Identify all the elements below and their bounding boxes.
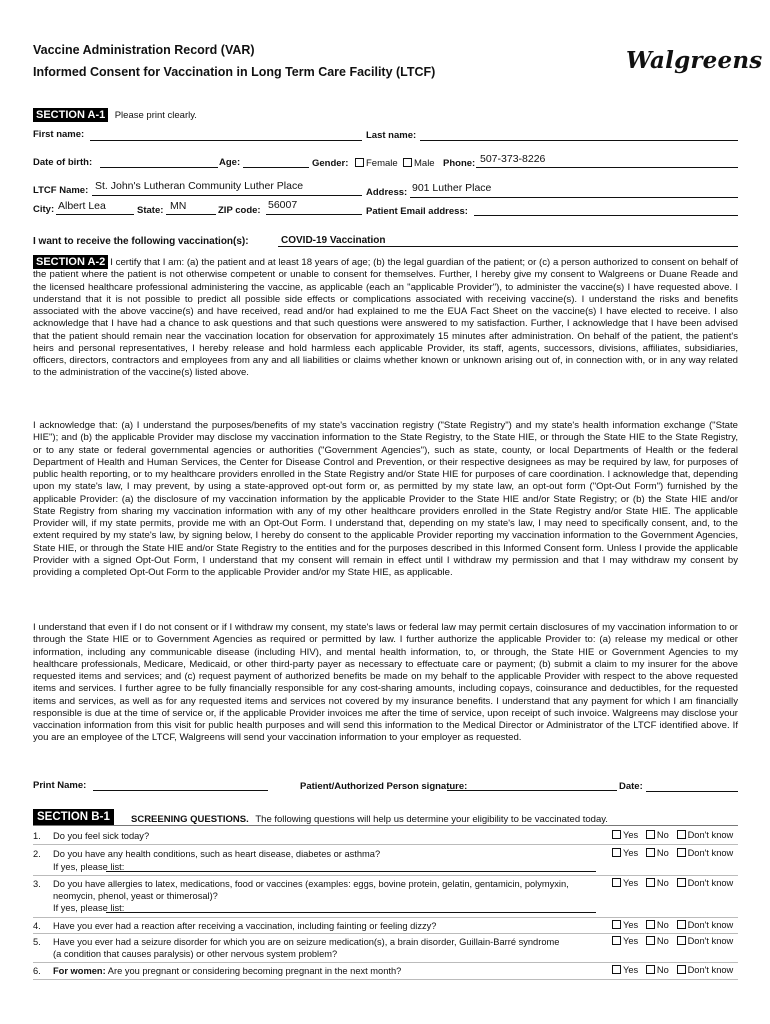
address-label: Address: bbox=[366, 187, 408, 198]
phone-field[interactable] bbox=[476, 167, 738, 168]
zip-field[interactable] bbox=[266, 214, 362, 215]
divider bbox=[33, 825, 738, 826]
document-subtitle: Informed Consent for Vaccination in Long Term Care Facility (LTCF) bbox=[33, 65, 436, 79]
city-label: City: bbox=[33, 204, 55, 215]
divider bbox=[33, 917, 738, 918]
screening-question-3: 3. Do you have allergies to latex, medications, food or vaccines (examples: eggs, bovine protein, gelatin, gentamicin, polymyxin, bbox=[33, 879, 569, 889]
q3-list-field[interactable] bbox=[106, 912, 596, 913]
state-field[interactable] bbox=[166, 214, 216, 215]
section-a1-header bbox=[33, 105, 197, 123]
zip-value: 56007 bbox=[268, 199, 298, 211]
q3-options bbox=[612, 878, 733, 888]
section-a2-p1-text: I certify that I am: (a) the patient and at least 18 years of age; (b) the legal guardian of the patient; or (c) a person authorized to consent on behalf of the patient where the patient is not otherwise competent or unable to consent for themselves. Further, I hereby give my consent to Walgreens or Duane Reade and the licensed healthcare professional administering the vaccine, as applicable (each an "applicable Provider"), to administer the vaccine(s) I have requested above. I understand that it is not possible to predict all possible side effects or complications associated with receiving vaccine(s). I understand the risks and benefits associated with the above vaccine(s) and have received, read and/or had explained to me the EUA Fact Sheet on the vaccine(s) I have elected to receive. I also acknowledge that I have had a chance to ask questions and that such questions were answered to my satisfaction. Further, I acknowledge that I have been advised that the patient should remain near the vaccination location for observation for approximately 15 minutes after administration. On behalf of the patient, the patient's heirs and personal representatives, I hereby release and hold harmless each applicable Provider, its staff, agents, successors, divisions, affiliates, subsidiaries, officers, directors, contractors and employees from any and all liabilities or claims whether known or unknown arising out of, in connection with, or in any way related to the administration of the vaccine(s) listed above. bbox=[33, 257, 738, 379]
section-a1-label: SECTION A-1 bbox=[33, 108, 108, 122]
walgreens-logo: Walgreens bbox=[626, 47, 763, 74]
section-a2-paragraph-3: I understand that even if I do not consent or if I withdraw my consent, my state's laws or federal law may permit certain disclosures of my vaccination information to or through the State HIE or to Government Agencies as required or permitted by law. I further authorize the applicable Provider to: (a) release my medical or other information, including any communicable disease (including HIV), and mental health information, to, or through, the State HIE or Government Agencies to my healthcare professionals, Medicare, Medicaid, or other third-party payer as necessary to effectuate care or payment; (b) submit a claim to my insurer for the above requested items and services; and (c) request payment of authorized benefits be made on my behalf to the applicable Provider with respect to the above requested items and services. I further agree to be fully financially responsible for any cost-sharing amounts, including copays, coinsurance and deductibles, for the requested items and services, as well as for any requested items and services not covered by my insurance benefits. I understand that any payment for which I am financially responsible is due at the time of service or, if the applicable Provider invoices me after the time of service, upon receipt of such invoice. Walgreens may disclose your vaccination information from this visit for public health purposes and will send this information to the Medical Director or Administrator of the LTCF identified above. If you are an employee of the LTCF, Walgreens will send your vaccination information to your employer as requested. bbox=[33, 622, 738, 744]
q1-options bbox=[612, 830, 733, 840]
female-checkbox[interactable] bbox=[355, 158, 364, 167]
q5-dont-know[interactable]: Don't know bbox=[677, 936, 734, 946]
phone-value: 507-373-8226 bbox=[480, 153, 546, 165]
q4-no[interactable]: No bbox=[646, 920, 669, 930]
date-label: Date: bbox=[619, 781, 643, 792]
q2-dont-know[interactable]: Don't know bbox=[677, 848, 734, 858]
q5-yes[interactable]: Yes bbox=[612, 936, 638, 946]
q5-no[interactable]: No bbox=[646, 936, 669, 946]
gender-female-option[interactable] bbox=[355, 158, 398, 169]
dob-label: Date of birth: bbox=[33, 157, 93, 168]
gender-male-option[interactable] bbox=[403, 158, 435, 169]
q3-no[interactable]: No bbox=[646, 878, 669, 888]
ltcf-name-value: St. John's Lutheran Community Luther Place bbox=[95, 180, 304, 192]
section-a2-paragraph-2: I acknowledge that: (a) I understand the purposes/benefits of my state's vaccination registry ("State Registry") and my state's health information exchange ("State HIE"); and (b) the applicable Provider may disclose my vaccination information to the State Registry, to the State HIE, or through the State HIE to the State Registry, or to any state or federal governmental agencies or authorities ("Government Agencies"), such as state, county, or local Departments of Health or the federal Department of Health and Human Services, the Center for Disease Control and Prevention, or their respective designees as may be required by law, for purposes of public health reporting, or to my healthcare providers enrolled in the State Registry and/or State HIE for purposes of care coordination. I acknowledge that, depending upon my state's law, I may prevent, by using a state-approved opt-out form or, as permitted by my state law, an opt-out form ("Opt-Out Form") furnished by the applicable Provider: (a) the disclosure of my vaccination information by the applicable Provider to the State HIE and/or State Registry; or (b) the State HIE and/or State Registry from sharing my vaccination information with any of my other healthcare providers enrolled in the State Registry and/or State HIE. The applicable Provider will, if my state permits, provide me with an Opt-Out Form. I understand that, depending on my state's law, I may need to specifically consent, and, to the extent required by my state's law, by signing below, I hereby do consent to the applicable Provider reporting my vaccination information to the Government Agencies, State HIE, or through the State HIE and/or State Registry to the entities and for the purposes described in this Informed Consent form. Unless I provide the applicable Provider with a signed Opt-Out Form, I understand that my consent will remain in effect until I withdraw my permission and that I may withdraw my consent by providing a completed Opt-Out Form to the applicable Provider and/or my State HIE, as applicable. bbox=[33, 420, 738, 578]
phone-label: Phone: bbox=[443, 158, 476, 169]
q1-yes[interactable]: Yes bbox=[612, 830, 638, 840]
ltcf-name-field[interactable] bbox=[92, 195, 362, 196]
vaccination-value: COVID-19 Vaccination bbox=[281, 235, 386, 246]
age-label: Age: bbox=[219, 157, 241, 168]
age-field[interactable] bbox=[243, 167, 309, 168]
email-field[interactable] bbox=[474, 215, 738, 216]
print-name-label: Print Name: bbox=[33, 780, 87, 791]
vaccination-field[interactable] bbox=[278, 246, 738, 247]
gender-label: Gender: bbox=[312, 158, 349, 169]
q1-dont-know[interactable]: Don't know bbox=[677, 830, 734, 840]
q1-no[interactable]: No bbox=[646, 830, 669, 840]
q5-options bbox=[612, 936, 733, 946]
screening-heading: SCREENING QUESTIONS. bbox=[131, 814, 249, 825]
screening-question-4: 4. Have you ever had a reaction after receiving a vaccination, including fainting or feeling dizzy? bbox=[33, 921, 437, 931]
section-b1-label: SECTION B-1 bbox=[33, 809, 114, 825]
male-label: Male bbox=[414, 158, 435, 169]
divider bbox=[33, 875, 738, 876]
q2-options bbox=[612, 848, 733, 858]
section-a2-paragraph-1 bbox=[33, 255, 738, 380]
q3-yes[interactable]: Yes bbox=[612, 878, 638, 888]
q4-options bbox=[612, 920, 733, 930]
screening-question-1: 1. Do you feel sick today? bbox=[33, 831, 150, 841]
last-name-label: Last name: bbox=[366, 130, 417, 141]
zip-label: ZIP code: bbox=[218, 205, 261, 216]
q2-yes[interactable]: Yes bbox=[612, 848, 638, 858]
first-name-field[interactable] bbox=[90, 140, 362, 141]
q6-prefix: For women: bbox=[53, 966, 106, 976]
print-name-field[interactable] bbox=[93, 790, 268, 791]
signature-field[interactable] bbox=[447, 790, 617, 791]
section-b1-header bbox=[33, 807, 114, 825]
screening-question-6: 6. For women: Are you pregnant or considering becoming pregnant in the next month? bbox=[33, 966, 402, 976]
signature-label: Patient/Authorized Person signature: bbox=[300, 781, 468, 792]
last-name-field[interactable] bbox=[420, 140, 738, 141]
q4-yes[interactable]: Yes bbox=[612, 920, 638, 930]
city-value: Albert Lea bbox=[58, 200, 106, 212]
state-value: MN bbox=[170, 200, 187, 212]
divider bbox=[33, 979, 738, 980]
vaccination-label: I want to receive the following vaccination(s): bbox=[33, 236, 249, 247]
divider bbox=[33, 933, 738, 934]
section-a1-instruction: Please print clearly. bbox=[114, 110, 197, 121]
q3-dont-know[interactable]: Don't know bbox=[677, 878, 734, 888]
city-field[interactable] bbox=[56, 214, 134, 215]
q2-list-field[interactable] bbox=[106, 871, 596, 872]
q4-dont-know[interactable]: Don't know bbox=[677, 920, 734, 930]
male-checkbox[interactable] bbox=[403, 158, 412, 167]
address-field[interactable] bbox=[410, 197, 738, 198]
document-title: Vaccine Administration Record (VAR) bbox=[33, 43, 255, 57]
q6-yes[interactable]: Yes bbox=[612, 965, 638, 975]
consent-form-page: Vaccine Administration Record (VAR) Informed Consent for Vaccination in Long Term Care Facility (LTCF) Walgreens SECTION A-1 Please print clearly. First name: Last name: Date of birth: Age: Gender: Female Male Phone: 507-373-8226 LTCF Name: St. John's Lutheran Community Luther Place Address: 901 Luther Place City: Albert Lea State: MN ZIP code: 56007 Patient Email address: I want to receive the following vaccination(s): COVID-19 Vaccination SECTION A-2 I certify that I am: (a) the patient and at least 18 years of age; (b) the legal guardian of the patient; or (c) a person authorized to consent on behalf of the patient where the patient is not otherwise competent or unable to consent for themselves. Further, I hereby give my consent to Walgreens or Duane Reade and the licensed healthcare professional administering the vaccine, as applicable (each an "applicable Provider"), to administer the vaccine(s) I have requested above. I understand that it is not possible to predict all possible side effects or complications associated with receiving vaccine(s). I understand the risks and benefits associated with the above vaccine(s) and have received, read and/or had explained to me the EUA Fact Sheet on the vaccine(s) I have elected to receive. I also acknowledge that I have had a chance to ask questions and that such questions were answered to my satisfaction. Further, I acknowledge that I have been advised that the patient should remain near the vaccination location for observation for approximately 15 minutes after administration. On behalf of the patient, the patient's heirs and personal representatives, I hereby release and hold harmless each applicable Provider, its staff, agents, successors, divisions, affiliates, subsidiaries, officers, directors, contractors and employees from any and all liabilities or claims whether known or unknown arising out of, in connection with, or in any way related to the administration of the vaccine(s) listed above. I acknowledge that: (a) I understand the purposes/benefits of my state's vaccination registry ("State Registry") and my state's health information exchange ("State HIE"); and (b) the applicable Provider may disclose my vaccination information to the State Registry, to the State HIE, or through the State HIE to the State Registry, or to any state or federal governmental agencies or authorities ("Government Agencies"), such as state, county, or local Departments of Health or the federal Department of Health and Human Services, the Center for Disease Control and Prevention, or their respective designees as may be required by law, for purposes of public health reporting, or to my healthcare providers enrolled in the State Registry and/or State HIE for purposes of care coordination. I acknowledge that, depending upon my state's law, I may prevent, by using a state-approved opt-out form or, as permitted by my state law, an opt-out form ("Opt-Out Form") furnished by the applicable Provider: (a) the disclosure of my vaccination information by the applicable Provider to the State HIE and/or State Registry; or (b) the State HIE and/or State Registry from sharing my vaccination information with any of my other healthcare providers enrolled in the State Registry and/or State HIE. The applicable Provider will, if my state permits, provide me with an Opt-Out Form. I understand that, depending on my state's law, I may need to specifically consent, and, to the extent required by my state's law, by signing below, I hereby do consent to the applicable Provider reporting my vaccination information to the Government Agencies, State HIE, or through the State HIE and/or State Registry to the entities and for the purposes described in this Informed Consent form. Unless I provide the applicable Provider with a signed Opt-Out Form, I understand that my consent will remain in effect until I withdraw my permission and that I may withdraw my consent by providing a completed Opt-Out Form to the applicable Provider and/or my State HIE, as applicable. I understand that even if I do not consent or if I withdraw my consent, my state's laws or federal law may permit certain disclosures of my vaccination information to or through the State HIE or to Government Agencies as required or permitted by law. I further authorize the applicable Provider to: (a) release my medical or other information, including any communicable disease (including HIV), and mental health information, to, or through, the State HIE or Government Agencies to my healthcare professionals, Medicare, Medicaid, or other third-party payer as necessary to effectuate care or payment; (b) submit a claim to my insurer for the above requested items and services; and (c) request payment of authorized benefits be made on my behalf to the applicable Provider with respect to the above requested items and services. I further agree to be fully financially responsible for any cost-sharing amounts, including copays, coinsurance and deductibles, for the requested items and services, as well as for any requested items and services not covered by my insurance benefits. I understand that any payment for which I am financially responsible is due at the time of service or, if the applicable Provider invoices me after the time of service, upon receipt of such invoice. Walgreens may disclose your vaccination information from this visit for public health purposes and will send this information to the Medical Director or Administrator of the LTCF identified above. If you are an employee of the LTCF, Walgreens will send your vaccination information to your employer as requested. Print Name: Patient/Authorized Person signature: Date: SECTION B-1 SCREENING QUESTIONS. The following questions will help us determine your eligibility to be vaccinated today. 1. Do you feel sick today? Yes No Don't know 2. Do you have any health conditions, such as heart disease, diabetes or asthma? If yes, please list: Yes No Don't know 3. Do you have allergies to latex, medications, food or vaccines (examples: eggs, bovine protein, gelatin, gentamicin, polymyxin, neomycin, phenol, yeast or thimerosal)? If yes, please list: Yes No Don't know 4. Have you ever had a reaction after receiving a vaccination, including fainting or feeling dizzy? Yes No Don't know 5. Have you ever had a seizure disorder for which you are on seizure medication(s), a brain disorder, Guillain-Barré syndrome (a condition that causes paralysis) or other nervous system problem? Yes No Don't know 6. For women: Are you pregnant or considering becoming pregnant in the next month? Yes No Don't know bbox=[0, 0, 770, 1024]
divider bbox=[33, 962, 738, 963]
q6-no[interactable]: No bbox=[646, 965, 669, 975]
screening-intro-text: The following questions will help us determine your eligibility to be vaccinated today. bbox=[255, 814, 608, 825]
address-value: 901 Luther Place bbox=[412, 182, 492, 194]
q6-dont-know[interactable]: Don't know bbox=[677, 965, 734, 975]
ltcf-name-label: LTCF Name: bbox=[33, 185, 89, 196]
screening-question-2: 2. Do you have any health conditions, such as heart disease, diabetes or asthma? bbox=[33, 849, 381, 859]
first-name-label: First name: bbox=[33, 129, 85, 140]
date-field[interactable] bbox=[646, 791, 738, 792]
screening-intro bbox=[131, 814, 608, 825]
q2-no[interactable]: No bbox=[646, 848, 669, 858]
dob-field[interactable] bbox=[100, 167, 218, 168]
female-label: Female bbox=[366, 158, 398, 169]
section-a2-label: SECTION A-2 bbox=[33, 255, 108, 269]
screening-question-5: 5. Have you ever had a seizure disorder for which you are on seizure medication(s), a brain disorder, Guillain-Barré syndrome bbox=[33, 937, 560, 947]
state-label: State: bbox=[137, 205, 164, 216]
q6-options bbox=[612, 965, 733, 975]
email-label: Patient Email address: bbox=[366, 206, 468, 217]
divider bbox=[33, 844, 738, 845]
